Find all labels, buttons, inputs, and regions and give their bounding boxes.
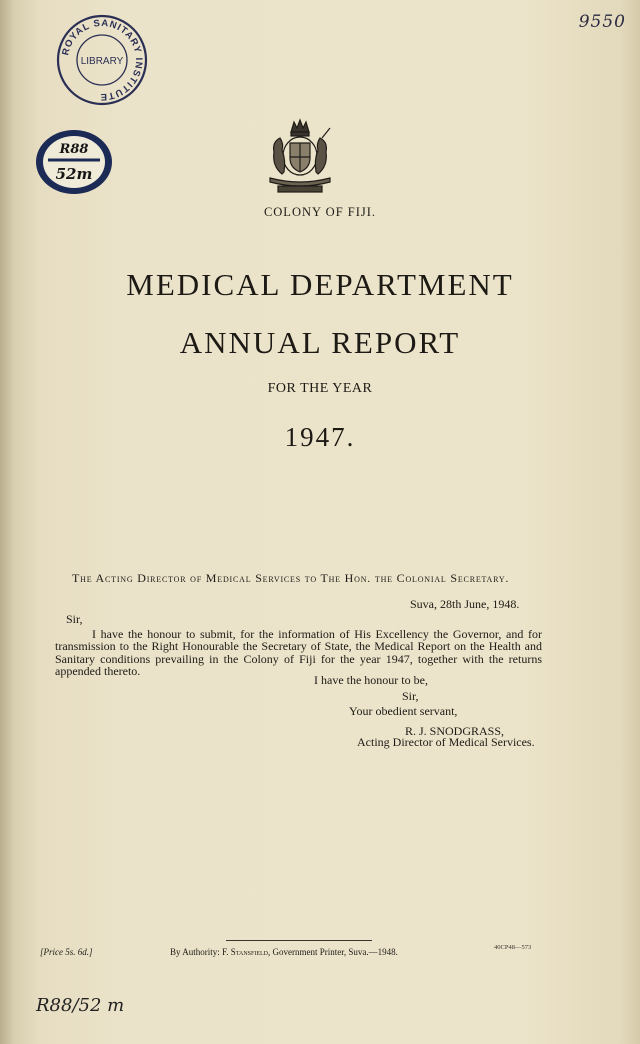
handwritten-reference: R88/52 m <box>36 995 125 1016</box>
library-stamp-ring-text: ROYAL SANITARY INSTITUTE <box>60 17 145 103</box>
authority-prefix: By Authority: <box>170 947 220 957</box>
reference-label <box>34 126 118 196</box>
reference-label-top: R88 <box>59 142 89 157</box>
royal-coat-of-arms-icon <box>258 116 342 196</box>
library-stamp-center-text: LIBRARY <box>80 56 124 67</box>
letter-addressee-line: The Acting Director of Medical Services to The Hon. the Colonial Secretary. <box>72 571 510 585</box>
letter-closing-servant: Your obedient servant, <box>349 704 458 718</box>
authority-rest: Government Printer, Suva.—1948. <box>272 947 398 957</box>
printer-authority <box>170 947 398 957</box>
price-note: [Price 5s. 6d.] <box>40 947 93 957</box>
letter-body: I have the honour to submit, for the information of His Excellency the Governor, and for transmission to the Right Honourable the Secretary of State, the Medical Report on the Health and Sanitary conditions prevailing in the Colony of Fiji for the year 1947, together with the returns appended thereto. <box>55 627 542 679</box>
for-the-year-label: FOR THE YEAR <box>267 381 373 396</box>
library-stamp <box>56 14 148 106</box>
letter-closing-sir: Sir, <box>402 689 419 703</box>
report-title: ANNUAL REPORT <box>179 325 461 360</box>
reference-label-bottom: 52m <box>55 165 93 183</box>
colony-heading: COLONY OF FIJI. <box>263 205 377 219</box>
footer-rule <box>226 940 372 941</box>
handwritten-catalog-number: 9550 <box>578 12 626 32</box>
letter-salutation: Sir, <box>66 612 83 626</box>
signatory-name: R. J. SNODGRASS, <box>405 724 505 738</box>
letter-closing-line: I have the honour to be, <box>314 673 428 687</box>
department-title: MEDICAL DEPARTMENT <box>126 267 514 302</box>
signatory-title: Acting Director of Medical Services. <box>357 735 535 749</box>
authority-name: F. Stansfield, <box>222 947 271 957</box>
letter-place-date: Suva, 28th June, 1948. <box>410 597 520 611</box>
report-year: 1947. <box>284 422 356 452</box>
printer-code: 40CP48—573 <box>494 944 532 951</box>
